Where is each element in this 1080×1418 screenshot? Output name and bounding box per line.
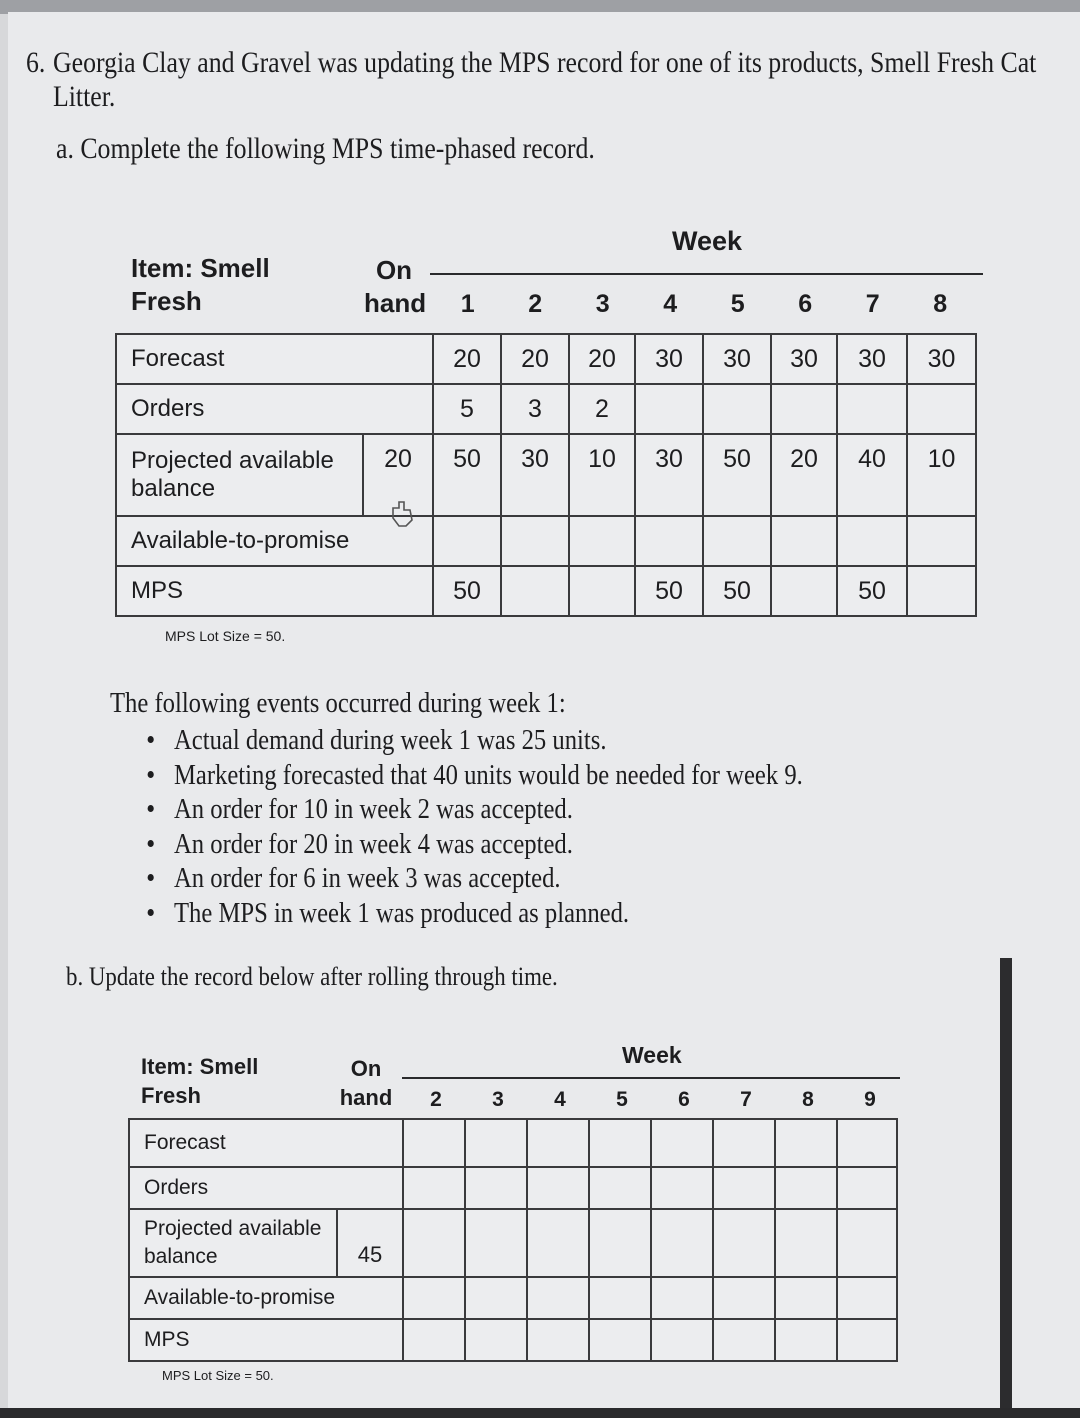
record-a-table [115,333,977,617]
record-a-cell-atp [433,516,501,566]
record-b-cell-atp[interactable] [403,1277,465,1319]
problem-statement-line1: Georgia Clay and Gravel was updating the MPS record for one of its products, Smell Fresh Cat [53,46,1037,79]
bullet-dot [148,736,154,743]
record-b-table [128,1118,898,1362]
record-b-cell-atp[interactable] [589,1277,651,1319]
record-a-cell-orders: 2 [569,384,635,434]
record-b-cell-orders[interactable] [651,1167,713,1209]
record-a-item-label-line1: Item: Smell [131,253,270,283]
record-a-cell-orders [837,384,907,434]
record-a-cell-mps [501,566,569,616]
record-b-cell-mps[interactable] [713,1319,775,1361]
record-a-cell-forecast: 30 [703,334,771,384]
record-b-cell-atp[interactable] [837,1277,897,1319]
record-a-cell-pab: 10 [907,434,976,516]
week-number: 6 [678,1088,690,1111]
record-b-cell-forecast[interactable] [775,1119,837,1167]
event-text: Actual demand during week 1 was 25 units. [174,725,607,756]
record-b-cell-orders[interactable] [465,1167,527,1209]
record-b-on-hand-value: 45 [337,1209,403,1277]
event-item [174,794,803,829]
problem-statement-line2: Litter. [53,80,116,113]
record-b-cell-atp[interactable] [775,1277,837,1319]
record-b-cell-atp[interactable] [651,1277,713,1319]
record-b-cell-orders[interactable] [775,1167,837,1209]
record-b-cell-forecast[interactable] [651,1119,713,1167]
week-number: 9 [864,1088,876,1111]
bullet-dot [148,874,154,881]
event-text: An order for 20 in week 4 was accepted. [174,828,573,860]
screen-bottom-edge [0,1408,1080,1418]
record-b-cell-orders[interactable] [713,1167,775,1209]
record-a-item-label [131,252,270,318]
page-gutter-bar [1000,958,1012,1408]
record-a-row-pab [116,434,976,516]
record-b-cell-pab[interactable] [651,1209,713,1277]
record-a-cell-orders [703,384,771,434]
event-item [174,725,803,760]
record-b-item-label-line2: Fresh [141,1083,201,1108]
record-b-cell-atp[interactable] [527,1277,589,1319]
record-b-item-label [141,1052,258,1110]
week-number: 2 [528,290,543,318]
record-a-cell-orders [771,384,837,434]
record-a-cell-mps [569,566,635,616]
record-a-cell-pab: 10 [569,434,635,516]
record-b-cell-forecast[interactable] [465,1119,527,1167]
part-a-prompt: a. Complete the following MPS time-phased record. [56,132,595,165]
record-b-cell-mps[interactable] [775,1319,837,1361]
event-text: The MPS in week 1 was produced as planned. [174,897,630,929]
record-a-cell-atp [703,516,771,566]
record-a-label-pab: Projected available balance [116,434,363,516]
event-item [174,898,803,933]
record-a-label-orders: Orders [116,384,433,434]
event-item [174,760,803,795]
record-b-cell-orders[interactable] [837,1167,897,1209]
week-number: 8 [802,1088,814,1111]
record-a-cell-pab: 40 [837,434,907,516]
bullet-dot [148,840,154,847]
record-b-week-numbers [405,1088,901,1116]
record-a-cell-orders [907,384,976,434]
problem-number: 6. [26,46,46,79]
record-a-cell-forecast: 30 [837,334,907,384]
record-b-cell-pab[interactable] [589,1209,651,1277]
record-b-cell-pab[interactable] [527,1209,589,1277]
record-a-cell-pab: 30 [635,434,703,516]
record-a-cell-mps [771,566,837,616]
week-number: 4 [554,1088,566,1111]
record-b-cell-orders[interactable] [403,1167,465,1209]
record-a-cell-mps: 50 [837,566,907,616]
record-b-row-pab [129,1209,897,1277]
record-a-cell-orders: 5 [433,384,501,434]
record-a-label-forecast: Forecast [116,334,433,384]
record-a-cell-forecast: 30 [907,334,976,384]
record-b-on-hand-line2: hand [339,1085,393,1110]
record-a-cell-forecast: 30 [771,334,837,384]
bullet-dot [148,805,154,812]
record-b-cell-pab[interactable] [837,1209,897,1277]
record-a-cell-pab: 20 [771,434,837,516]
record-b-cell-atp[interactable] [465,1277,527,1319]
record-a-week-label: Week [672,226,743,256]
record-b-week-label: Week [622,1042,682,1068]
record-a-cell-pab: 50 [703,434,771,516]
record-a-cell-atp [569,516,635,566]
record-a-on-hand-line2: hand [364,288,427,318]
record-a-cell-atp [501,516,569,566]
record-a-row-mps [116,566,976,616]
record-b-row-mps [129,1319,897,1361]
record-a-cell-orders: 3 [501,384,569,434]
week-number: 7 [740,1088,752,1111]
record-a-cell-atp [837,516,907,566]
week-number: 6 [798,290,813,318]
week-number: 8 [933,290,948,318]
record-a-cell-forecast: 20 [433,334,501,384]
record-b-cell-mps[interactable] [465,1319,527,1361]
event-text: Marketing forecasted that 40 units would be needed for week 9. [174,759,803,791]
record-b-cell-pab[interactable] [775,1209,837,1277]
record-b-cell-pab[interactable] [403,1209,465,1277]
record-b-cell-mps[interactable] [403,1319,465,1361]
record-b-cell-forecast[interactable] [403,1119,465,1167]
record-b-cell-orders[interactable] [527,1167,589,1209]
record-b-label-pab: Projected available balance [129,1209,337,1277]
record-a-item-label-line2: Fresh [131,286,202,316]
record-b-cell-orders[interactable] [589,1167,651,1209]
week-number: 3 [492,1088,504,1111]
record-a-week-numbers [434,290,974,322]
record-a-cell-atp [907,516,976,566]
record-b-row-atp [129,1277,897,1319]
event-text: An order for 6 in week 3 was accepted. [174,863,561,894]
record-a-row-orders [116,384,976,434]
record-b-cell-mps[interactable] [651,1319,713,1361]
record-b-label-orders: Orders [129,1167,403,1209]
record-b-row-orders [129,1167,897,1209]
record-a-cell-pab: 30 [501,434,569,516]
event-item [174,829,803,864]
record-a-cell-forecast: 30 [635,334,703,384]
record-a-lot-size: MPS Lot Size = 50. [165,628,286,644]
week-number: 2 [430,1088,442,1111]
record-a-label-mps: MPS [116,566,433,616]
record-b-on-hand-line1: On [350,1056,382,1081]
record-a-cell-forecast: 20 [501,334,569,384]
record-a-cell-mps: 50 [703,566,771,616]
record-b-cell-atp[interactable] [713,1277,775,1319]
record-a-row-atp [116,516,976,566]
event-item [174,863,803,898]
events-intro: The following events occurred during week 1: [110,688,566,719]
record-a-cell-orders [635,384,703,434]
record-a-on-hand-label [364,254,427,320]
record-b-cell-pab[interactable] [465,1209,527,1277]
record-b-cell-forecast[interactable] [713,1119,775,1167]
record-a-label-atp: Available-to-promise [116,516,433,566]
bullet-dot [148,771,154,778]
record-a-cell-mps [907,566,976,616]
record-b-cell-pab[interactable] [713,1209,775,1277]
week-number: 4 [663,290,678,318]
record-b-cell-mps[interactable] [837,1319,897,1361]
week-number: 7 [865,290,880,318]
week-number: 1 [460,290,475,318]
record-b-week-rule [402,1077,900,1079]
record-b-on-hand-label [336,1054,396,1112]
record-a-cell-forecast: 20 [569,334,635,384]
record-b-label-mps: MPS [129,1319,403,1361]
week-number: 3 [595,290,610,318]
record-b-label-atp: Available-to-promise [129,1277,403,1319]
record-a-cell-mps: 50 [635,566,703,616]
record-a-cell-pab: 50 [433,434,501,516]
record-b-cell-forecast[interactable] [527,1119,589,1167]
record-a-cell-mps: 50 [433,566,501,616]
mouse-pointer-icon [390,500,416,530]
record-a-on-hand-line1: On [375,255,413,285]
record-b-lot-size: MPS Lot Size = 50. [162,1368,274,1383]
record-b-row-forecast [129,1119,897,1167]
record-b-cell-mps[interactable] [589,1319,651,1361]
bullet-dot [148,909,154,916]
record-b-label-forecast: Forecast [129,1119,403,1167]
event-text: An order for 10 in week 2 was accepted. [174,794,573,825]
record-a-row-forecast [116,334,976,384]
week-number: 5 [730,290,745,318]
week-number: 5 [616,1088,628,1111]
record-a-on-hand-value: 20 [363,434,433,516]
record-b-item-label-line1: Item: Smell [141,1054,259,1079]
record-b-cell-forecast[interactable] [837,1119,897,1167]
record-a-cell-atp [771,516,837,566]
record-a-cell-atp [635,516,703,566]
events-list [174,725,803,932]
part-b-prompt: b. Update the record below after rolling through time. [66,962,558,991]
record-a-week-rule [430,273,983,275]
record-b-cell-forecast[interactable] [589,1119,651,1167]
record-b-cell-mps[interactable] [527,1319,589,1361]
